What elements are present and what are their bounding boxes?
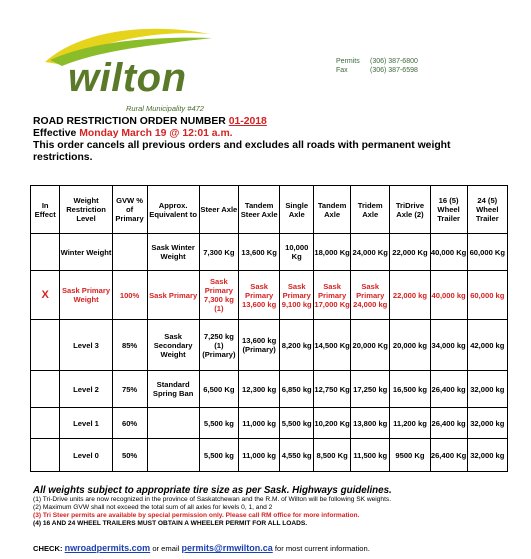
- table-row: [31, 439, 508, 472]
- table-cell: 6,500 Kg: [199, 371, 238, 408]
- cancel-notice: This order cancels all previous orders and excludes all roads with permanent weight restrictions.: [33, 140, 451, 163]
- footer-heading: All weights subject to appropriate tire size as per Sask. Highways guidelines.: [33, 485, 392, 496]
- table-cell: 34,000 kg: [430, 320, 467, 371]
- order-title-prefix: ROAD RESTRICTION ORDER NUMBER: [33, 116, 226, 127]
- table-cell: Sask Primary 17,000 Kg: [314, 271, 351, 320]
- footnote: (3) Tri Steer permits are available by special permission only. Please call RM office for more information.: [33, 512, 360, 519]
- logo-subtitle: Rural Municipality #472: [126, 104, 204, 113]
- table-cell: 20,000 Kg: [351, 320, 390, 371]
- table-cell: 60,000 Kg: [467, 234, 507, 271]
- table-header-row: [31, 186, 508, 234]
- table-cell: 32,000 kg: [467, 371, 507, 408]
- table-cell: 5,500 kg: [280, 408, 314, 439]
- table-cell: 22,000 kg: [390, 271, 430, 320]
- col-header: 24 (5) Wheel Trailer: [467, 186, 507, 234]
- table-cell: 11,000 kg: [238, 439, 279, 472]
- table-cell: [147, 439, 199, 472]
- table-cell: 8,200 kg: [280, 320, 314, 371]
- footer-notes: [33, 485, 513, 528]
- fax-phone: (306) 387-6598: [370, 67, 418, 74]
- table-cell: 26,400 kg: [430, 371, 467, 408]
- table-cell: Sask Winter Weight: [147, 234, 199, 271]
- table-cell: Sask Primary Weight: [60, 271, 112, 320]
- order-header: [33, 116, 503, 164]
- table-cell: 12,300 kg: [238, 371, 279, 408]
- table-cell: 11,000 kg: [238, 408, 279, 439]
- table-cell: 7,250 kg (1) (Primary): [199, 320, 238, 371]
- order-number: 01-2018: [228, 116, 267, 127]
- check-tail-text: for most current information.: [274, 544, 370, 553]
- table-cell: Standard Spring Ban: [147, 371, 199, 408]
- effective-date: Monday March 19 @ 12:01 a.m.: [79, 128, 233, 139]
- table-cell: [147, 408, 199, 439]
- table-cell: 10,000 Kg: [280, 234, 314, 271]
- table-cell: 26,400 Kg: [430, 439, 467, 472]
- table-cell: 85%: [112, 320, 147, 371]
- table-cell: 32,000 kg: [467, 439, 507, 472]
- footnote: (4) 16 AND 24 WHEEL TRAILERS MUST OBTAIN A WHEELER PERMIT FOR ALL LOADS.: [33, 520, 308, 527]
- logo-wordmark: wilton: [68, 56, 187, 100]
- table-cell: 50%: [112, 439, 147, 472]
- table-row: [31, 408, 508, 439]
- effective-line: [33, 128, 503, 140]
- order-title: [33, 116, 503, 128]
- col-header: Steer Axle: [199, 186, 238, 234]
- table-row: [31, 234, 508, 271]
- table-row: [31, 371, 508, 408]
- table-cell: [31, 234, 60, 271]
- table-cell: 12,750 Kg: [314, 371, 351, 408]
- table-cell: [31, 439, 60, 472]
- table-cell: 11,500 kg: [351, 439, 390, 472]
- table-cell: Sask Primary 24,000 kg: [351, 271, 390, 320]
- permits-email-link[interactable]: permits@rmwilton.ca: [181, 543, 273, 553]
- table-cell: Sask Secondary Weight: [147, 320, 199, 371]
- check-label: CHECK:: [33, 544, 63, 553]
- col-header: Tandem Axle: [314, 186, 351, 234]
- permits-phone: (306) 387-6800: [370, 58, 418, 65]
- col-header: Single Axle: [280, 186, 314, 234]
- or-email-text: or email: [152, 544, 180, 553]
- table-cell: 18,000 Kg: [314, 234, 351, 271]
- table-cell: 20,000 kg: [390, 320, 430, 371]
- table-cell: 24,000 Kg: [351, 234, 390, 271]
- table-cell: 9500 Kg: [390, 439, 430, 472]
- table-cell: 7,300 Kg: [199, 234, 238, 271]
- wilton-logo: [40, 20, 215, 112]
- col-header: TriDrive Axle (2): [390, 186, 430, 234]
- restriction-table: [30, 185, 508, 472]
- table-cell: [31, 371, 60, 408]
- table-cell: Sask Primary 13,600 kg: [238, 271, 279, 320]
- table-cell: 32,000 kg: [467, 408, 507, 439]
- table-cell: Level 0: [60, 439, 112, 472]
- col-header: Tridem Axle: [351, 186, 390, 234]
- table-cell: 100%: [112, 271, 147, 320]
- table-cell: 5,500 kg: [199, 408, 238, 439]
- table-cell: 60,000 kg: [467, 271, 507, 320]
- table-cell: [31, 320, 60, 371]
- table-cell: Sask Primary: [147, 271, 199, 320]
- permits-label: Permits: [336, 58, 360, 65]
- table-row: [31, 320, 508, 371]
- table-cell: 8,500 Kg: [314, 439, 351, 472]
- table-cell: 4,550 kg: [280, 439, 314, 472]
- check-line: [33, 543, 370, 553]
- table-cell: Level 3: [60, 320, 112, 371]
- table-cell: 16,500 kg: [390, 371, 430, 408]
- table-cell: 42,000 kg: [467, 320, 507, 371]
- table-cell: Sask Primary 7,300 kg (1): [199, 271, 238, 320]
- table-cell: 10,200 Kg: [314, 408, 351, 439]
- fax-label: Fax: [336, 67, 348, 74]
- table-cell: 13,600 kg (Primary): [238, 320, 279, 371]
- table-cell: 40,000 Kg: [430, 234, 467, 271]
- table-cell: 26,400 kg: [430, 408, 467, 439]
- table-cell: 5,500 kg: [199, 439, 238, 472]
- table-cell: 75%: [112, 371, 147, 408]
- col-header: Tandem Steer Axle: [238, 186, 279, 234]
- table-row-primary: [31, 271, 508, 320]
- col-header: Weight Restriction Level: [60, 186, 112, 234]
- table-cell: 6,850 kg: [280, 371, 314, 408]
- table-cell: Level 1: [60, 408, 112, 439]
- table-cell: Sask Primary 9,100 kg: [280, 271, 314, 320]
- col-header: Approx. Equivalent to: [147, 186, 199, 234]
- table-cell: 11,200 kg: [390, 408, 430, 439]
- contact-info: [336, 57, 418, 75]
- footnote: (1) Tri-Drive units are now recognized in the province of Saskatchewan and the R.M. of Wilton will be following SK weights.: [33, 496, 392, 503]
- table-cell: 13,800 kg: [351, 408, 390, 439]
- table-cell: 60%: [112, 408, 147, 439]
- col-header: In Effect: [31, 186, 60, 234]
- table-cell: [112, 234, 147, 271]
- table-cell: [31, 408, 60, 439]
- footnote: (2) Maximum GVW shall not exceed the total sum of all axles for levels 0, 1, and 2: [33, 504, 273, 511]
- table-cell: Level 2: [60, 371, 112, 408]
- permits-site-link[interactable]: nwroadpermits.com: [64, 543, 151, 553]
- effective-label: Effective: [33, 128, 77, 139]
- col-header: 16 (5) Wheel Trailer: [430, 186, 467, 234]
- col-header: GVW % of Primary: [112, 186, 147, 234]
- table-cell: 40,000 kg: [430, 271, 467, 320]
- in-effect-mark: X: [31, 271, 60, 320]
- table-cell: 22,000 Kg: [390, 234, 430, 271]
- table-cell: 17,250 kg: [351, 371, 390, 408]
- table-cell: 13,600 Kg: [238, 234, 279, 271]
- table-cell: Winter Weight: [60, 234, 112, 271]
- table-cell: 14,500 Kg: [314, 320, 351, 371]
